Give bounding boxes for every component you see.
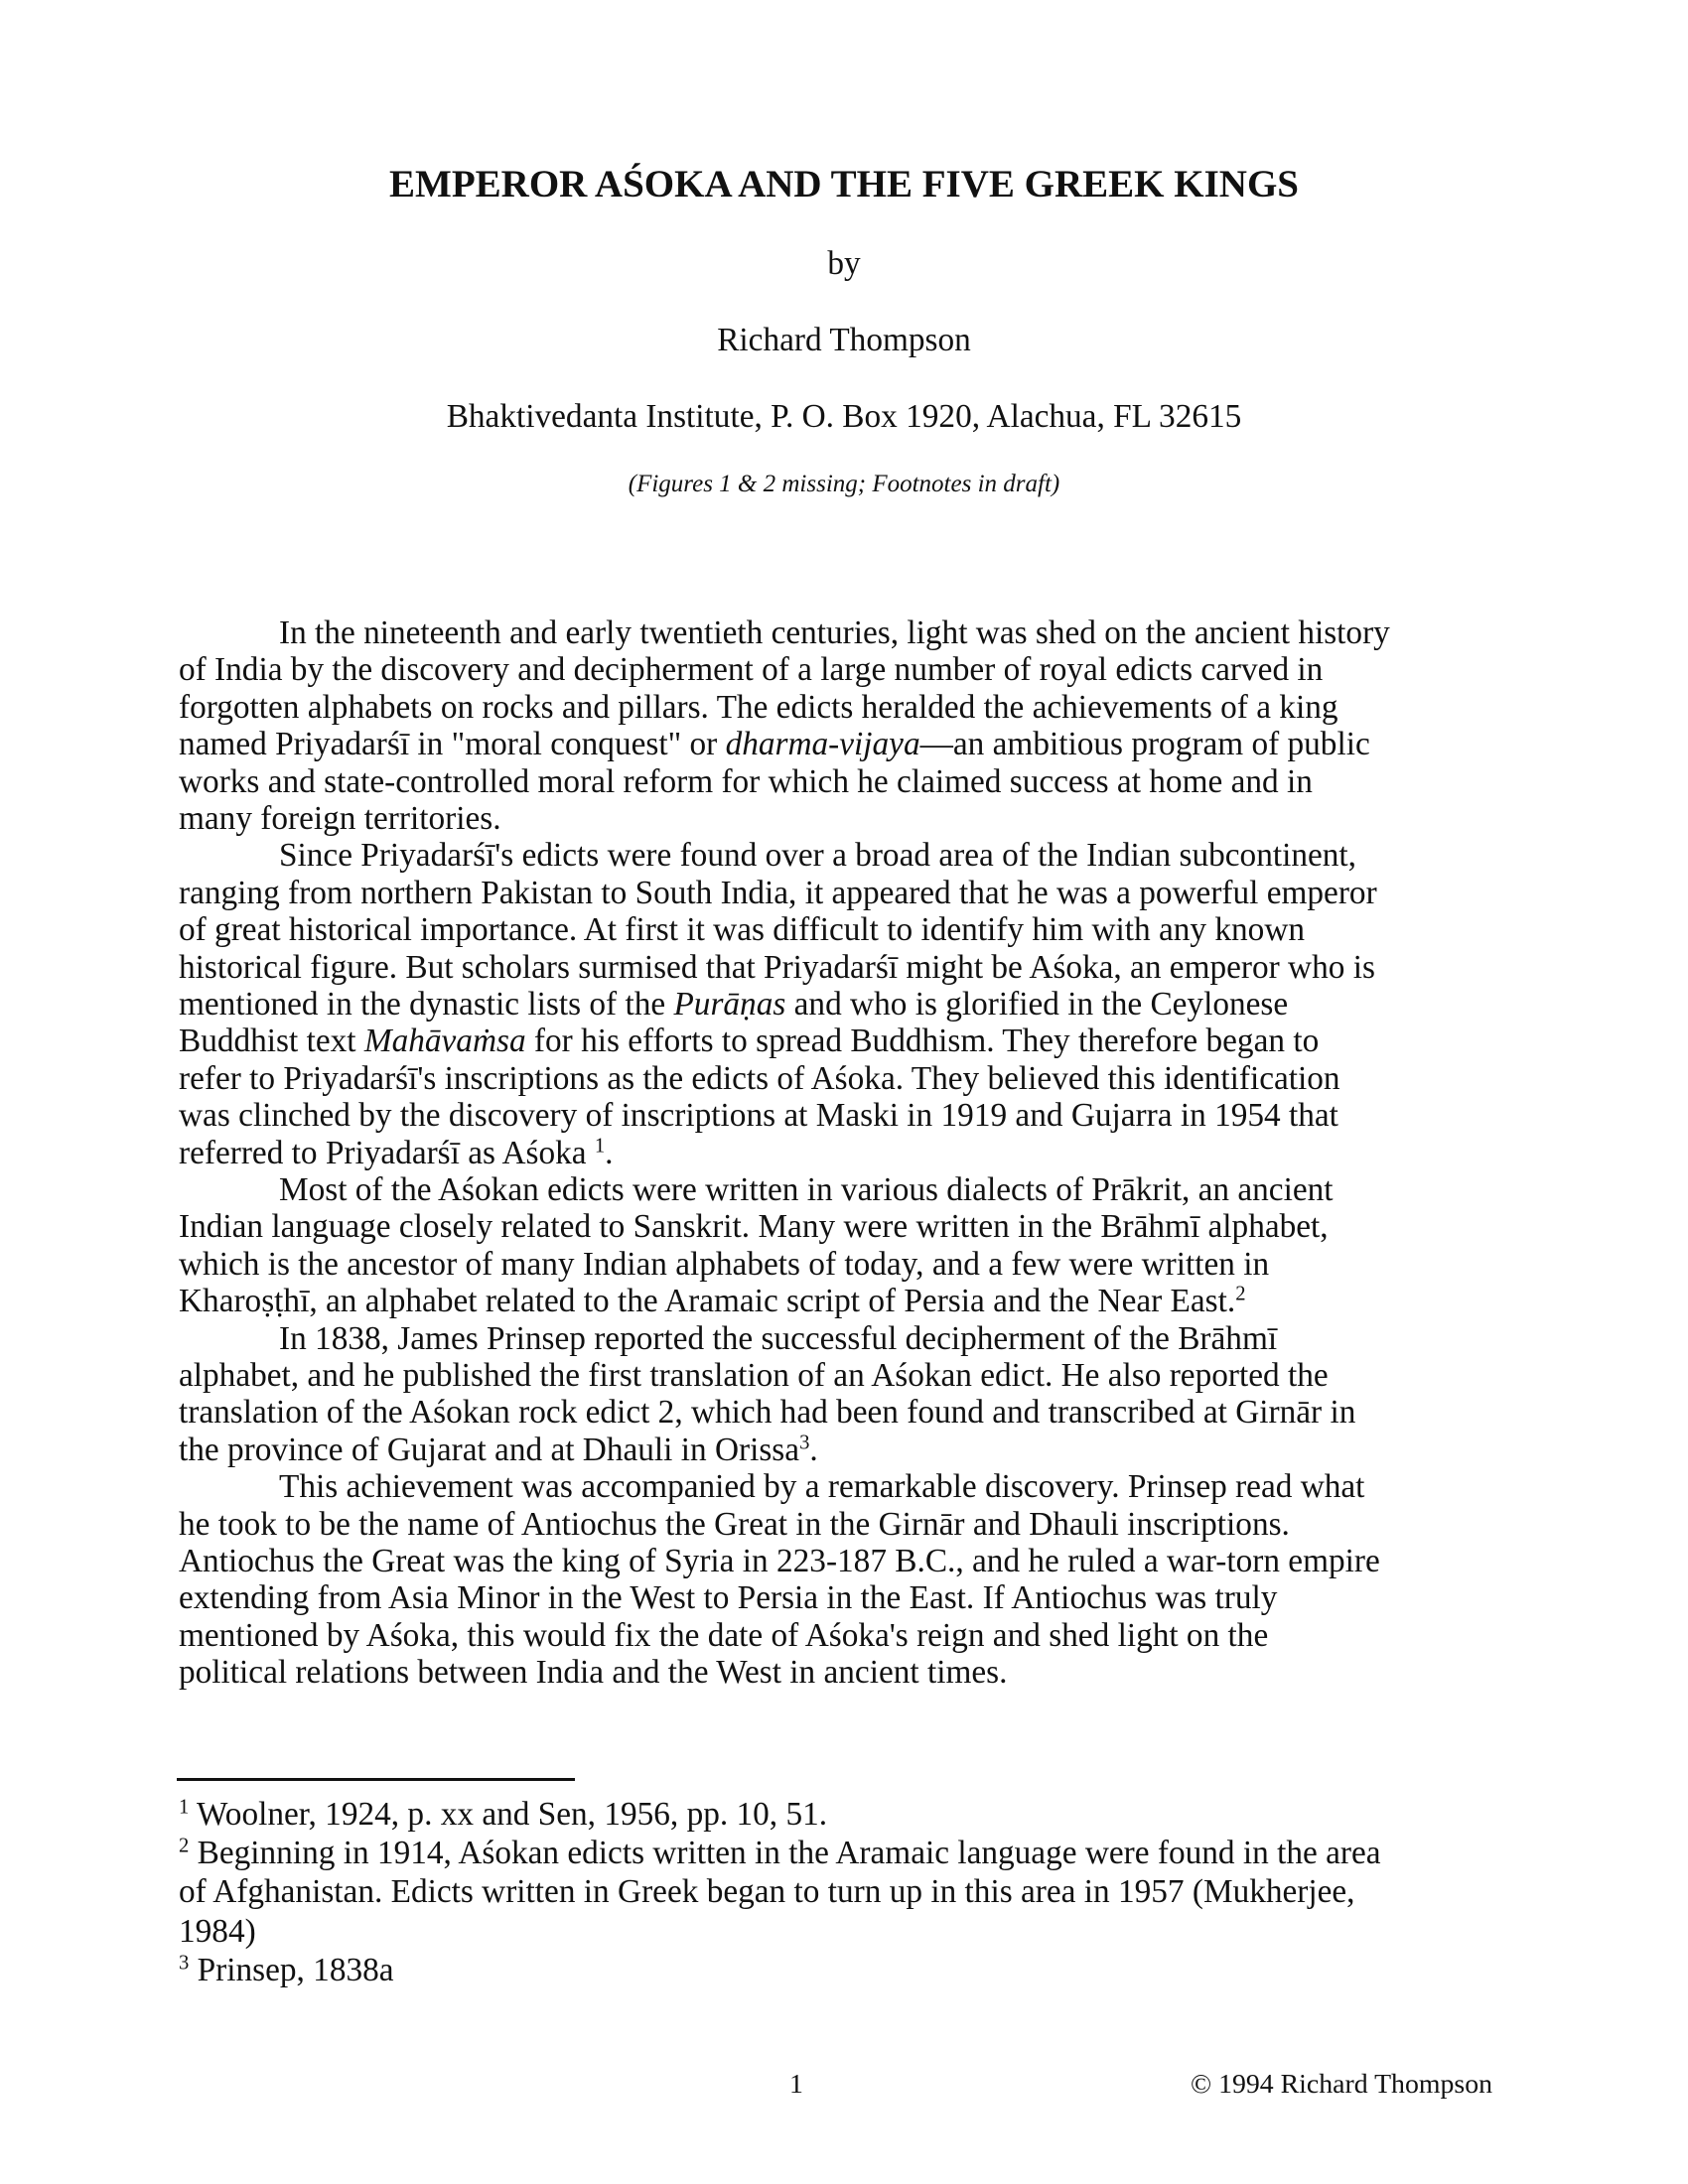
footnote-divider <box>177 1778 575 1781</box>
italic-term: Purāṇas <box>673 986 786 1023</box>
text-run: Antiochus the Great was the king of Syria in 223-187 B.C., and he ruled a war-torn empire <box>179 1543 1380 1579</box>
text-run: Buddhist text <box>179 1023 364 1060</box>
body-line <box>179 1579 1278 1617</box>
body-line <box>179 1059 1340 1097</box>
draft-note: (Figures 1 & 2 missing; Footnotes in draft) <box>628 471 1060 497</box>
text-run: This achievement was accompanied by a remarkable discovery. Prinsep read what <box>279 1468 1365 1506</box>
text-run: mentioned by Aśoka, this would fix the date of Aśoka's reign and shed light on the <box>179 1616 1269 1654</box>
text-run: named Priyadarśī in "moral conquest" or <box>179 726 726 763</box>
body-line <box>179 874 1377 911</box>
footnote-line <box>179 1951 394 1988</box>
body-line <box>279 1468 1365 1506</box>
text-run: . <box>605 1134 614 1171</box>
author-affiliation: Bhaktivedanta Institute, P. O. Box 1920, Alachua, FL 32615 <box>446 398 1242 435</box>
footnote-line <box>179 1835 1381 1872</box>
text-run: translation of the Aśokan rock edict 2, which had been found and transcribed at Girnār in <box>179 1394 1356 1432</box>
body-line <box>179 1505 1290 1543</box>
text-run: which is the ancestor of many Indian alphabets of today, and a few were written in <box>179 1245 1270 1283</box>
text-run: extending from Asia Minor in the West to Persia in the East. If Antiochus was truly <box>179 1579 1278 1617</box>
body-line <box>179 1208 1329 1246</box>
body-line <box>179 911 1306 949</box>
body-line <box>179 948 1375 986</box>
text-run: Woolner, 1924, p. xx and Sen, 1956, pp. 10, 51. <box>189 1796 828 1833</box>
body-line <box>179 762 1313 800</box>
footnote-line <box>179 1873 1355 1911</box>
text-run: and who is glorified in the Ceylonese <box>785 986 1289 1023</box>
body-line <box>179 1545 1380 1577</box>
text-run: Most of the Aśokan edicts were written in various dialects of Prākrit, an ancient <box>279 1171 1334 1208</box>
text-run: many foreign territories. <box>179 800 501 837</box>
footnote-ref: 3 <box>799 1432 810 1454</box>
body-line <box>179 1616 1269 1654</box>
copyright-notice: © 1994 Richard Thompson <box>1191 2069 1492 2100</box>
body-line <box>179 1359 1329 1392</box>
text-run: for his efforts to spread Buddhism. They therefore began to <box>525 1023 1320 1060</box>
footnote-ref: 2 <box>1235 1283 1246 1305</box>
body-line <box>179 988 1288 1021</box>
text-run: alphabet, and he published the first translation of an Aśokan edict. He also reported the <box>179 1357 1329 1394</box>
body-line <box>279 1319 1278 1357</box>
text-run: ranging from northern Pakistan to South India, it appeared that he was a powerful emperor <box>179 874 1377 911</box>
byline: by <box>827 245 861 282</box>
body-line <box>179 1283 1246 1320</box>
footnote-ref: 1 <box>179 1796 190 1819</box>
page-title: EMPEROR AŚOKA AND THE FIVE GREEK KINGS <box>389 163 1299 205</box>
text-run: Kharoṣṭhī, an alphabet related to the Aramaic script of Persia and the Near East. <box>179 1283 1236 1320</box>
body-line <box>179 1097 1338 1135</box>
text-run: —an ambitious program of public <box>919 726 1370 763</box>
text-run: political relations between India and the West in ancient times. <box>179 1654 1008 1692</box>
text-run: In the nineteenth and early twentieth centuries, light was shed on the ancient history <box>279 614 1390 651</box>
author-name: Richard Thompson <box>717 322 971 358</box>
body-line <box>179 651 1324 689</box>
text-run: of great historical importance. At first it was difficult to identify him with any known <box>179 911 1306 949</box>
italic-term: dharma-vijaya <box>725 726 920 763</box>
text-run: referred to Priyadarśī as Aśoka <box>179 1134 595 1171</box>
text-run: mentioned in the dynastic lists of the <box>179 986 674 1023</box>
text-run: historical figure. But scholars surmised that Priyadarśī might be Aśoka, an emperor who is <box>179 948 1375 986</box>
footnote-ref: 1 <box>594 1135 606 1158</box>
text-run: works and state-controlled moral reform for which he claimed success at home and in <box>179 762 1313 800</box>
italic-term: Mahāvaṁsa <box>363 1023 526 1060</box>
text-run: was clinched by the discovery of inscriptions at Maski in 1919 and Gujarra in 1954 that <box>179 1097 1338 1135</box>
text-run: . <box>809 1431 818 1468</box>
body-line <box>179 1134 614 1171</box>
text-run: Prinsep, 1838a <box>189 1951 394 1988</box>
body-line <box>279 837 1357 875</box>
body-line <box>179 802 501 835</box>
body-line <box>179 726 1370 763</box>
body-line <box>179 1394 1356 1432</box>
text-run: he took to be the name of Antiochus the Great in the Girnār and Dhauli inscriptions. <box>179 1505 1290 1543</box>
body-line <box>179 1023 1320 1060</box>
footnote-line <box>179 1798 827 1831</box>
text-run: Indian language closely related to Sanskrit. Many were written in the Brāhmī alphabet, <box>179 1208 1329 1246</box>
footnote-ref: 3 <box>179 1952 190 1975</box>
body-line <box>179 1654 1008 1692</box>
text-run: of India by the discovery and decipherment of a large number of royal edicts carved in <box>179 651 1324 689</box>
text-run: forgotten alphabets on rocks and pillars. The edicts heralded the achievements of a king <box>179 688 1338 726</box>
footnote-ref: 2 <box>179 1835 190 1857</box>
text-run: the province of Gujarat and at Dhauli in Orissa <box>179 1431 800 1468</box>
text-run: 1984) <box>179 1912 256 1950</box>
body-line <box>179 1245 1270 1283</box>
page-number: 1 <box>789 2069 803 2100</box>
text-run: Since Priyadarśī's edicts were found over a broad area of the Indian subcontinent, <box>279 837 1357 875</box>
body-line <box>279 1173 1334 1206</box>
text-run: In 1838, James Prinsep reported the successful decipherment of the Brāhmī <box>279 1319 1278 1357</box>
text-run: of Afghanistan. Edicts written in Greek began to turn up in this area in 1957 (Mukherjee, <box>179 1873 1355 1911</box>
text-run: refer to Priyadarśī's inscriptions as the edicts of Aśoka. They believed this identification <box>179 1059 1340 1097</box>
body-line <box>179 688 1338 726</box>
text-run: Beginning in 1914, Aśokan edicts written in the Aramaic language were found in the area <box>189 1835 1381 1872</box>
footnote-line <box>179 1912 256 1950</box>
body-line <box>279 616 1390 649</box>
body-line <box>179 1433 818 1466</box>
